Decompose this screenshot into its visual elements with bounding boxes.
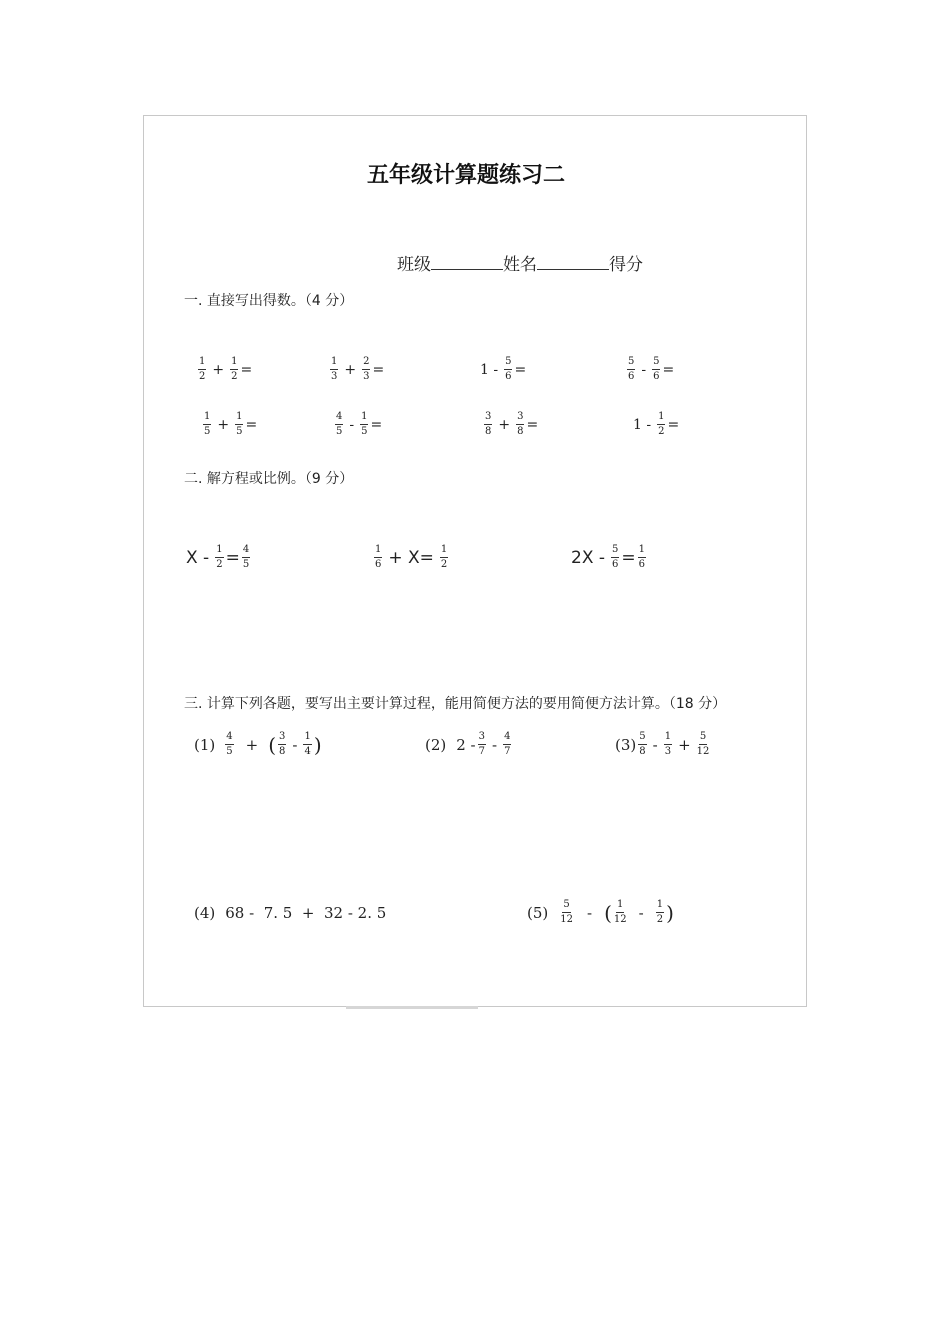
math-token: 68 - 7. 5 + 32 - 2. 5 bbox=[225, 904, 387, 922]
s2-equation-3 bbox=[571, 545, 648, 570]
denominator: 5 bbox=[226, 746, 233, 757]
denominator: 2 bbox=[656, 914, 664, 925]
math-token: - bbox=[638, 903, 644, 922]
numerator: 1 bbox=[638, 545, 646, 558]
math-token: - bbox=[492, 735, 498, 754]
math-token: + bbox=[498, 416, 511, 433]
numerator: 1 bbox=[616, 900, 624, 913]
numerator: 3 bbox=[516, 412, 524, 425]
fraction bbox=[657, 412, 665, 437]
fraction bbox=[303, 732, 311, 757]
fraction bbox=[374, 545, 382, 570]
denominator: 3 bbox=[363, 371, 370, 382]
math-token: + bbox=[212, 361, 225, 378]
math-token: ) bbox=[313, 732, 322, 757]
denominator: 2 bbox=[199, 371, 206, 382]
math-token: + bbox=[245, 735, 259, 754]
score-label: 得分 bbox=[609, 255, 643, 275]
s3-problem-3 bbox=[615, 732, 711, 757]
fraction bbox=[203, 412, 211, 437]
denominator: 6 bbox=[375, 559, 382, 570]
fraction bbox=[503, 732, 511, 757]
s1-problem-5 bbox=[201, 412, 257, 437]
numerator: 5 bbox=[638, 732, 646, 745]
s1-problem-3 bbox=[480, 357, 526, 382]
fraction bbox=[225, 732, 233, 757]
math-token: (1) bbox=[194, 735, 216, 754]
math-token: + X= bbox=[388, 547, 434, 568]
fraction bbox=[335, 412, 343, 437]
denominator: 2 bbox=[216, 559, 223, 570]
fraction bbox=[478, 732, 486, 757]
s3-problem-2 bbox=[425, 732, 513, 757]
denominator: 6 bbox=[612, 559, 619, 570]
fraction bbox=[652, 357, 660, 382]
math-token: - bbox=[641, 361, 647, 378]
numerator: 1 bbox=[656, 900, 664, 913]
math-token: = bbox=[514, 361, 527, 378]
math-token: + bbox=[344, 361, 357, 378]
numerator: 5 bbox=[652, 357, 660, 370]
denominator: 2 bbox=[231, 371, 238, 382]
denominator: 2 bbox=[440, 559, 448, 570]
math-token: ( bbox=[604, 900, 612, 925]
numerator: 5 bbox=[627, 357, 635, 370]
numerator: 4 bbox=[242, 545, 250, 558]
math-token: (4) bbox=[194, 904, 216, 922]
numerator: 3 bbox=[278, 732, 286, 745]
denominator: 12 bbox=[560, 914, 573, 925]
numerator: 4 bbox=[335, 412, 343, 425]
math-token: - bbox=[292, 735, 298, 754]
math-token: ) bbox=[666, 900, 674, 925]
fraction bbox=[198, 357, 206, 382]
fraction bbox=[611, 545, 619, 570]
fraction bbox=[638, 545, 646, 570]
fraction bbox=[360, 412, 368, 437]
fraction bbox=[664, 732, 672, 757]
fraction bbox=[697, 732, 710, 757]
s3-problem-4 bbox=[194, 904, 386, 922]
section-1-heading: 一. 直接写出得数。（4 分） bbox=[184, 293, 354, 309]
denominator: 7 bbox=[504, 746, 511, 757]
fraction bbox=[230, 357, 238, 382]
page-bottom-marker bbox=[346, 1006, 478, 1009]
numerator: 1 bbox=[657, 412, 665, 425]
numerator: 1 bbox=[360, 412, 368, 425]
numerator: 5 bbox=[562, 900, 570, 913]
denominator: 4 bbox=[304, 746, 311, 757]
denominator: 7 bbox=[478, 746, 486, 757]
s3-problem-5 bbox=[527, 900, 674, 925]
s2-equation-2 bbox=[372, 545, 450, 570]
denominator: 6 bbox=[505, 371, 512, 382]
fraction bbox=[516, 412, 524, 437]
denominator: 12 bbox=[696, 746, 710, 757]
numerator: 1 bbox=[374, 545, 382, 558]
fraction bbox=[215, 545, 223, 570]
fraction bbox=[638, 732, 646, 757]
math-token: = bbox=[662, 361, 675, 378]
numerator: 1 bbox=[235, 412, 243, 425]
section-2-heading: 二. 解方程或比例。（9 分） bbox=[184, 471, 354, 487]
denominator: 3 bbox=[331, 371, 338, 382]
denominator: 6 bbox=[628, 371, 635, 382]
denominator: 5 bbox=[242, 559, 250, 570]
math-token: + bbox=[678, 735, 691, 754]
numerator: 1 bbox=[215, 545, 223, 558]
math-token: (5) bbox=[527, 903, 549, 922]
math-token: = bbox=[526, 416, 539, 433]
fraction bbox=[656, 900, 664, 925]
math-token: = bbox=[245, 416, 258, 433]
math-token: (2) bbox=[425, 735, 447, 754]
denominator: 8 bbox=[279, 746, 286, 757]
numerator: 1 bbox=[664, 732, 672, 745]
denominator: 3 bbox=[664, 746, 672, 757]
denominator: 5 bbox=[361, 426, 368, 437]
s2-equation-1 bbox=[186, 545, 252, 570]
numerator: 2 bbox=[362, 357, 370, 370]
math-token: - bbox=[586, 903, 593, 922]
numerator: 5 bbox=[611, 545, 619, 558]
numerator: 5 bbox=[699, 732, 707, 745]
math-token: = bbox=[667, 416, 680, 433]
name-blank[interactable] bbox=[537, 255, 609, 270]
math-token: - bbox=[652, 735, 658, 754]
math-token: = bbox=[240, 361, 253, 378]
math-token: ( bbox=[268, 732, 277, 757]
math-token: 1 - bbox=[480, 361, 499, 378]
s3-problem-1 bbox=[194, 732, 322, 757]
fraction bbox=[330, 357, 338, 382]
denominator: 8 bbox=[639, 746, 646, 757]
section-3-heading: 三. 计算下列各题，要写出主要计算过程，能用简便方法的要用简便方法计算。（18 分） bbox=[184, 696, 727, 712]
math-token: (3) bbox=[615, 735, 637, 754]
math-token: = bbox=[370, 416, 383, 433]
fraction bbox=[362, 357, 370, 382]
s1-problem-6 bbox=[333, 412, 382, 437]
math-token: 2X - bbox=[571, 547, 605, 568]
name-label: 姓名 bbox=[503, 255, 537, 275]
fraction bbox=[242, 545, 250, 570]
numerator: 1 bbox=[440, 545, 448, 558]
numerator: 1 bbox=[303, 732, 311, 745]
s1-problem-1 bbox=[196, 357, 252, 382]
fraction bbox=[278, 732, 286, 757]
denominator: 12 bbox=[613, 914, 627, 925]
numerator: 5 bbox=[504, 357, 512, 370]
math-token: = bbox=[225, 547, 240, 568]
math-token: = bbox=[621, 547, 636, 568]
page-title: 五年级计算题练习二 bbox=[367, 163, 566, 188]
math-token: - bbox=[349, 416, 355, 433]
math-token: = bbox=[372, 361, 385, 378]
fraction bbox=[235, 412, 243, 437]
s1-problem-4 bbox=[625, 357, 674, 382]
numerator: 1 bbox=[203, 412, 211, 425]
numerator: 1 bbox=[198, 357, 206, 370]
math-token: X - bbox=[186, 547, 210, 568]
denominator: 6 bbox=[653, 371, 660, 382]
numerator: 1 bbox=[330, 357, 338, 370]
denominator: 5 bbox=[236, 426, 243, 437]
denominator: 8 bbox=[485, 426, 492, 437]
fraction bbox=[440, 545, 448, 570]
denominator: 2 bbox=[658, 426, 665, 437]
math-token: 1 - bbox=[633, 416, 652, 433]
math-token: 2 - bbox=[456, 735, 476, 754]
fraction bbox=[484, 412, 492, 437]
denominator: 5 bbox=[204, 426, 211, 437]
denominator: 6 bbox=[638, 559, 645, 570]
s1-problem-7 bbox=[482, 412, 538, 437]
student-info-line bbox=[397, 250, 643, 275]
numerator: 3 bbox=[478, 732, 486, 745]
numerator: 4 bbox=[225, 732, 233, 745]
numerator: 3 bbox=[484, 412, 492, 425]
fraction bbox=[560, 900, 573, 925]
denominator: 8 bbox=[517, 426, 524, 437]
fraction bbox=[627, 357, 635, 382]
fraction bbox=[504, 357, 512, 382]
denominator: 5 bbox=[336, 426, 343, 437]
fraction bbox=[614, 900, 627, 925]
numerator: 4 bbox=[503, 732, 511, 745]
math-token: + bbox=[217, 416, 230, 433]
s1-problem-8 bbox=[633, 412, 679, 437]
s1-problem-2 bbox=[328, 357, 384, 382]
class-label: 班级 bbox=[397, 255, 431, 275]
class-blank[interactable] bbox=[431, 255, 503, 270]
numerator: 1 bbox=[230, 357, 238, 370]
